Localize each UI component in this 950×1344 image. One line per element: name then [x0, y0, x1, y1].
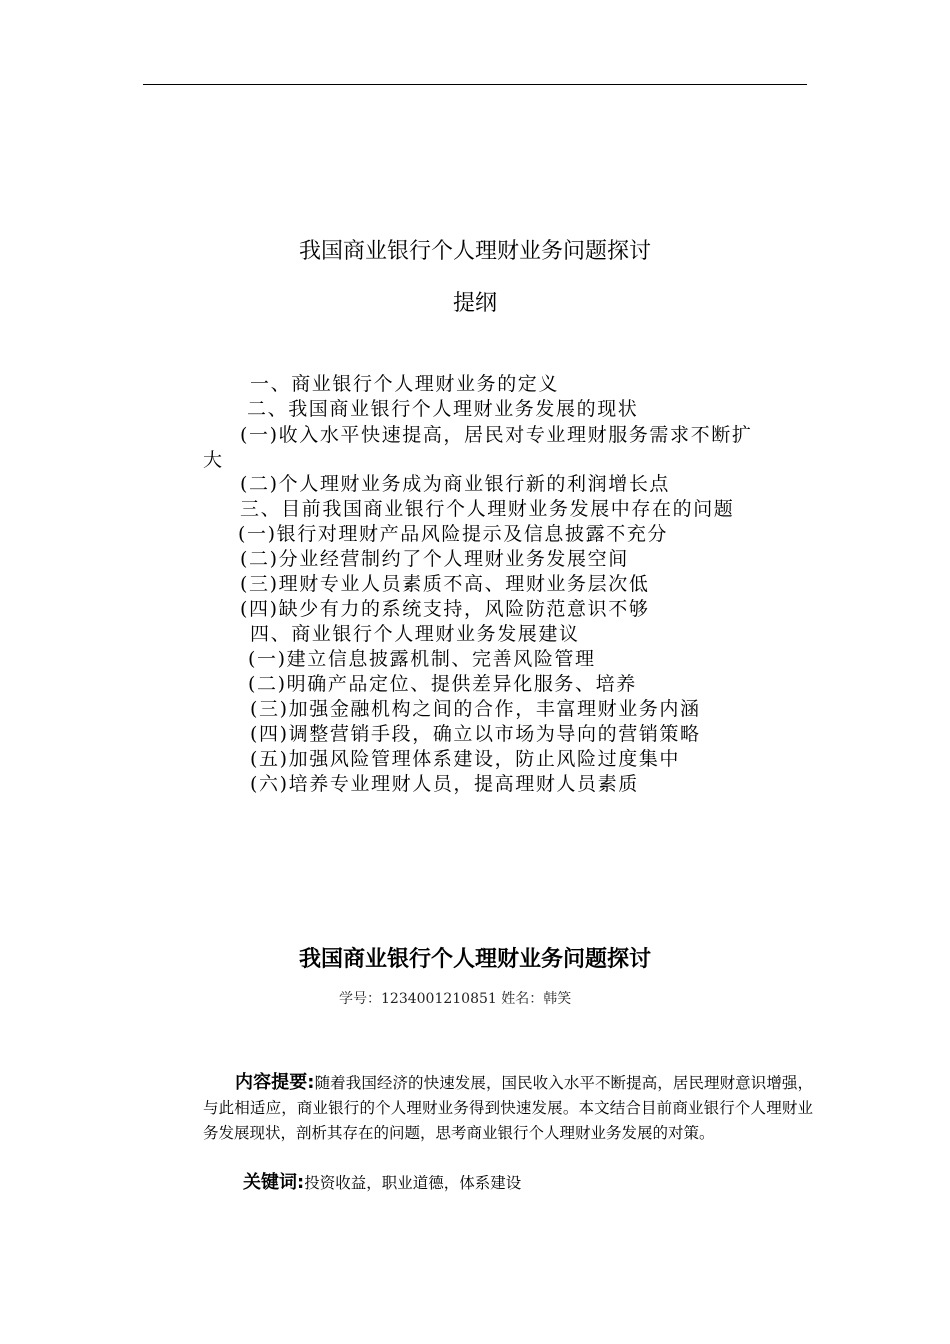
abstract: [203, 1070, 813, 1146]
outline-item: (二)分业经营制约了个人理财业务发展空间: [240, 548, 629, 570]
keywords-label: 关键词:: [243, 1172, 305, 1193]
keywords: [243, 1168, 521, 1194]
outline-item: 二、我国商业银行个人理财业务发展的现状: [247, 398, 639, 420]
keywords-text: 投资收益，职业道德，体系建设: [304, 1174, 522, 1192]
outline-item: (四)调整营销手段，确立以市场为导向的营销策略: [250, 723, 701, 745]
outline-item: 四、商业银行个人理财业务发展建议: [250, 623, 580, 645]
outline-item: (一)建立信息披露机制、完善风险管理: [248, 648, 596, 670]
outline-item: (一)银行对理财产品风险提示及信息披露不充分: [238, 523, 669, 545]
outline-item: 大: [203, 449, 224, 471]
outline-item: (二)个人理财业务成为商业银行新的利润增长点: [240, 473, 671, 495]
outline-item: (一)收入水平快速提高，居民对专业理财服务需求不断扩: [240, 424, 753, 446]
outline-item: (二)明确产品定位、提供差异化服务、培养: [248, 673, 637, 695]
author-line: 学号：1234001210851 姓名：韩笑: [339, 991, 572, 1007]
outline-item: (三)理财专业人员素质不高、理财业务层次低: [240, 573, 650, 595]
outline-item: (六)培养专业理财人员，提高理财人员素质: [250, 773, 639, 795]
header-rule: [143, 84, 807, 85]
outline-item: (三)加强金融机构之间的合作，丰富理财业务内涵: [250, 698, 701, 720]
outline-item: (五)加强风险管理体系建设，防止风险过度集中: [250, 748, 681, 770]
outline-item: 一、商业银行个人理财业务的定义: [250, 373, 560, 395]
outline-item: (四)缺少有力的系统支持，风险防范意识不够: [240, 598, 650, 620]
outline-item: 三、目前我国商业银行个人理财业务发展中存在的问题: [240, 498, 735, 520]
outline-subtitle: 提纲: [452, 291, 497, 316]
paper-title: 我国商业银行个人理财业务问题探讨: [298, 947, 651, 972]
abstract-label: 内容提要:: [235, 1072, 315, 1093]
abstract-text: 随着我国经济的快速发展，国民收入水平不断提高，居民理财意识增强，与此相适应，商业银行的个人理财业务得到快速发展。本文结合目前商业银行个人理财业务发展现状，剖析其存在的问题，思考商业银行个人理财业务发展的对策。: [203, 1074, 813, 1142]
outline-title: 我国商业银行个人理财业务问题探讨: [298, 239, 651, 264]
